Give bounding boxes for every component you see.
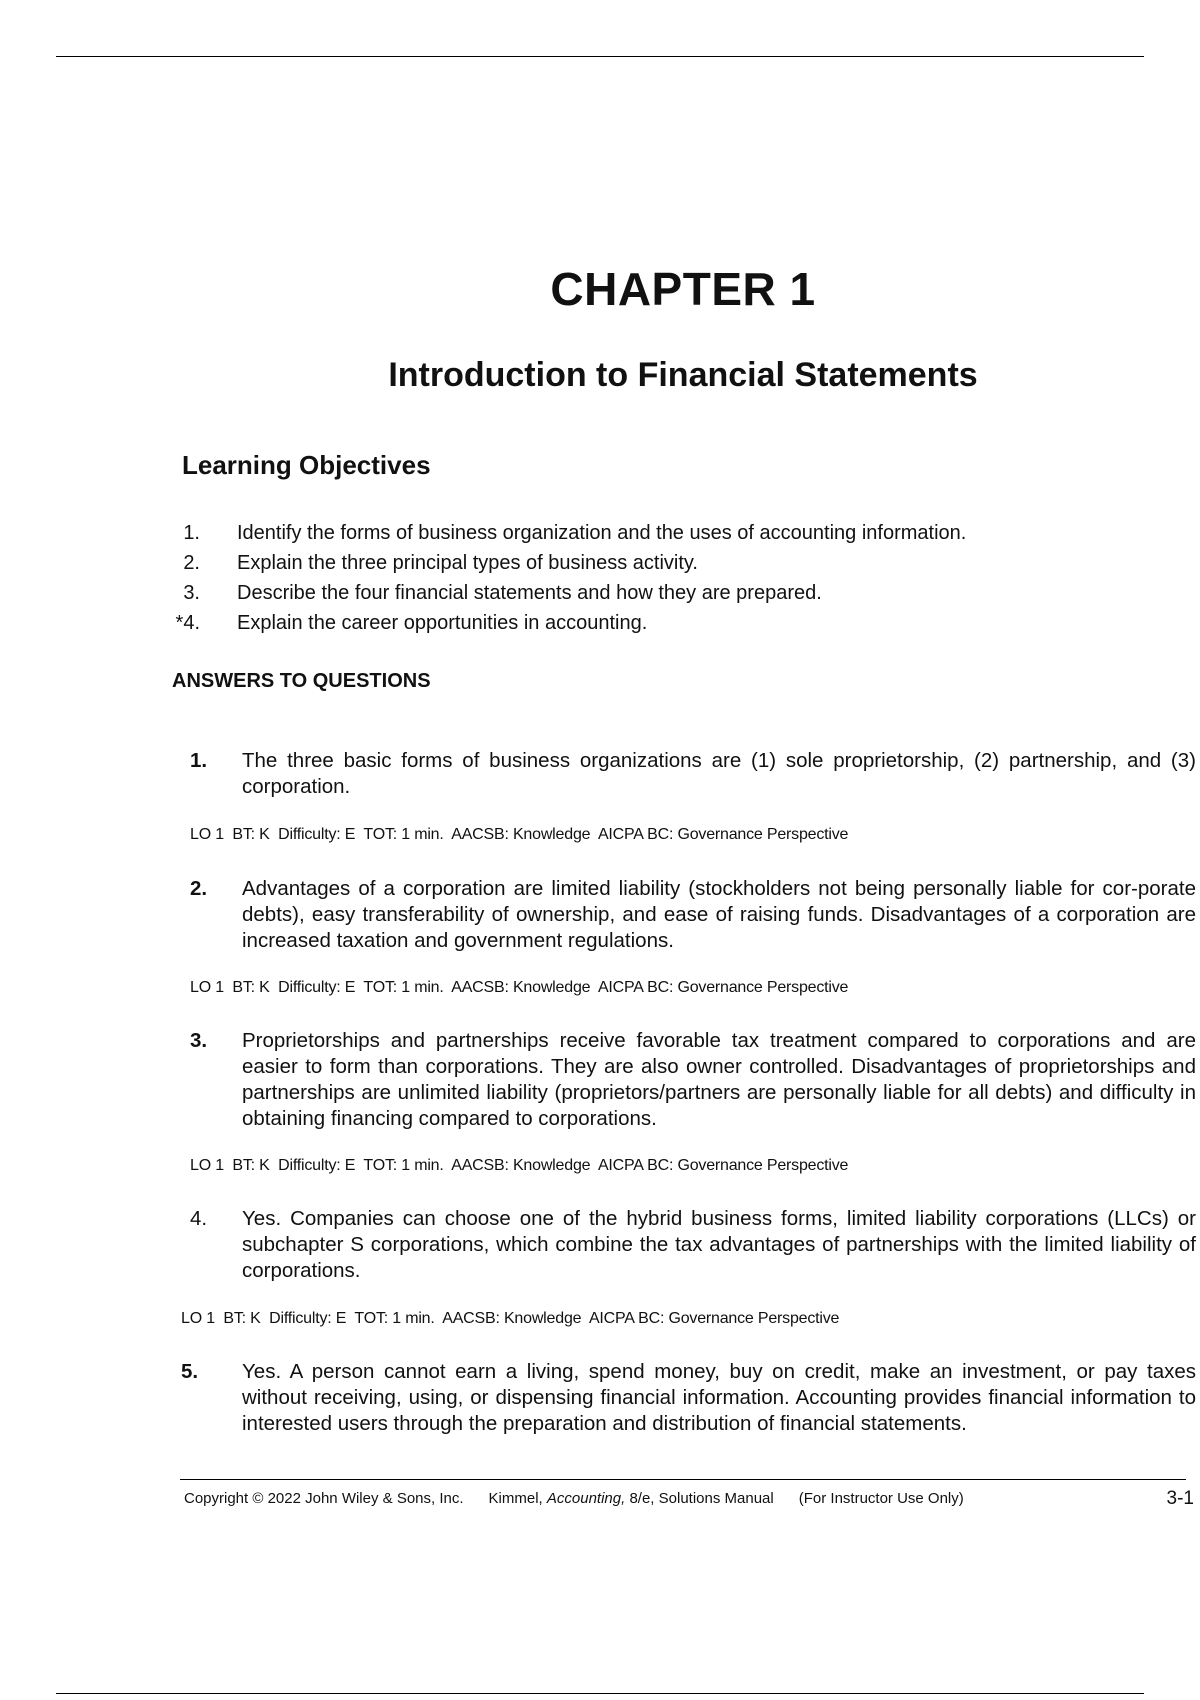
objective-text: Describe the four financial statements and how they are prepared. xyxy=(237,582,822,604)
chapter-title: CHAPTER 1 xyxy=(550,263,816,315)
question-number: 5. xyxy=(181,1360,199,1383)
question-answer-text: The three basic forms of business organizations are (1) sole proprietorship, (2) partnership, and (3) corporation. xyxy=(242,749,1196,798)
question-answer-text: Proprietorships and partnerships receive favorable tax treatment compared to corporations and are easier to form than corporations. They are also owner controlled. Disadvantages of proprietorships and partnerships are unlimited liability (proprietors/partners are personally liable for all debts) and difficulty in obtaining financing compared to corporations. xyxy=(242,1029,1196,1130)
footer-text xyxy=(184,1490,964,1507)
question-answer-text: Yes. Companies can choose one of the hybrid business forms, limited liability corporations (LLCs) or subchapter S corporations, which combine the tax advantages of partnerships with the limited liability of corporations. xyxy=(242,1207,1196,1282)
footer-book-edition: 8/e, Solutions Manual xyxy=(629,1490,774,1507)
objective-text: Explain the three principal types of business activity. xyxy=(237,552,698,574)
chapter-subtitle: Introduction to Financial Statements xyxy=(388,356,978,394)
objective-item xyxy=(170,548,1130,578)
objective-text: Explain the career opportunities in accounting. xyxy=(237,612,648,634)
question-number: 1. xyxy=(190,749,208,772)
question-metadata: LO 1 BT: K Difficulty: E TOT: 1 min. AACSB: Knowledge AICPA BC: Governance Perspective xyxy=(190,979,849,996)
footer-usage-note: (For Instructor Use Only) xyxy=(798,1490,964,1507)
footer-copyright: Copyright © 2022 John Wiley & Sons, Inc. xyxy=(184,1490,464,1507)
bottom-rule xyxy=(56,1693,1144,1694)
question-answer-text: Yes. A person cannot earn a living, spend money, buy on credit, make an investment, or pay taxes without receiving, using, or dispensing financial information. Accounting provides financial information to interested users through the preparation and distribution of financial statements. xyxy=(242,1360,1196,1435)
footer-book-title: Accounting, xyxy=(546,1490,626,1507)
top-rule xyxy=(56,56,1144,57)
question-metadata: LO 1 BT: K Difficulty: E TOT: 1 min. AACSB: Knowledge AICPA BC: Governance Perspective xyxy=(181,1310,840,1327)
objective-item xyxy=(170,578,1130,608)
learning-objectives-list xyxy=(170,518,1130,638)
objective-number: 3. xyxy=(183,582,200,604)
learning-objectives-heading: Learning Objectives xyxy=(182,450,431,480)
question-number: 2. xyxy=(190,877,208,900)
objective-item xyxy=(170,518,1130,548)
objective-number: 1. xyxy=(183,522,200,544)
objective-item xyxy=(170,608,1130,638)
page-footer xyxy=(184,1488,1194,1512)
question-answer-text: Advantages of a corporation are limited liability (stockholders not being personally liable for cor-porate debts), easy transferability of ownership, and ease of raising funds. Disadvantages of a corporation are increased taxation and government regulations. xyxy=(242,877,1196,952)
question-number: 4. xyxy=(190,1207,208,1230)
objective-number: *4. xyxy=(175,612,200,634)
footer-rule xyxy=(180,1479,1186,1480)
answers-heading: ANSWERS TO QUESTIONS xyxy=(172,670,431,692)
objective-number: 2. xyxy=(183,552,200,574)
question-number: 3. xyxy=(190,1029,208,1052)
page-number: 3-1 xyxy=(1166,1488,1194,1509)
question-metadata: LO 1 BT: K Difficulty: E TOT: 1 min. AACSB: Knowledge AICPA BC: Governance Perspective xyxy=(190,1157,849,1174)
footer-book-author: Kimmel, xyxy=(488,1490,543,1507)
objective-text: Identify the forms of business organization and the uses of accounting information. xyxy=(237,522,967,544)
question-metadata: LO 1 BT: K Difficulty: E TOT: 1 min. AACSB: Knowledge AICPA BC: Governance Perspective xyxy=(190,826,849,843)
